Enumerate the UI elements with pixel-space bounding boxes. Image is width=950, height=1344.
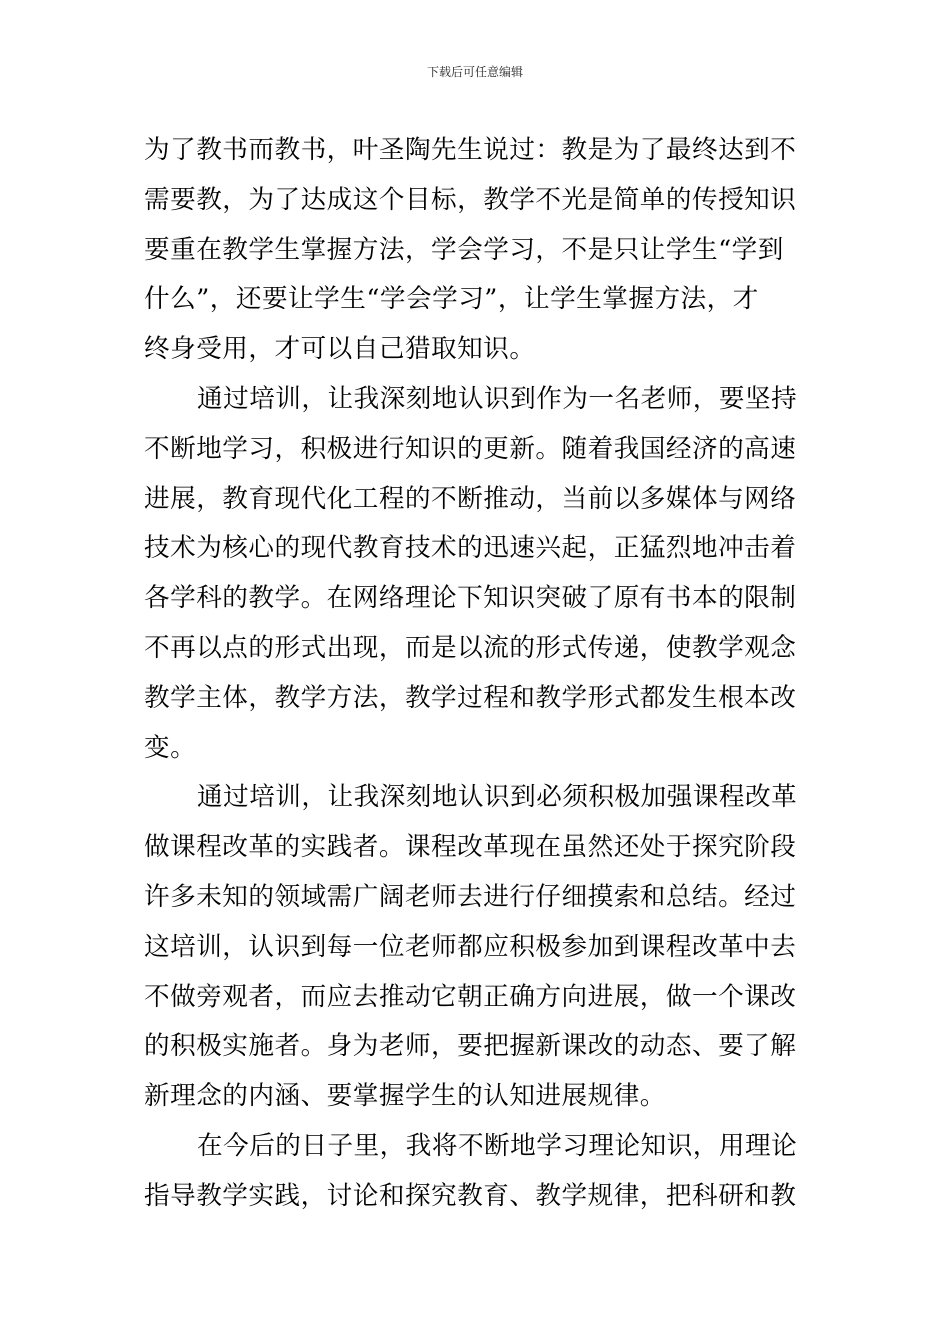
paragraph-3	[144, 773, 806, 1122]
text-line: 的积极实施者。身为老师，要把握新课改的动态、要了解	[144, 1031, 797, 1062]
text-line: 终身受用，才可以自己猎取知识。	[144, 334, 536, 365]
text-line: 不再以点的形式出现，而是以流的形式传递，使教学观念	[144, 632, 797, 663]
text-line: 许多未知的领域需广阔老师去进行仔细摸索和总结。经过	[144, 881, 797, 912]
paragraph-1	[144, 126, 806, 375]
text-line: 通过培训，让我深刻地认识到必须积极加强课程改革	[197, 782, 798, 813]
text-line: 不断地学习，积极进行知识的更新。随着我国经济的高速	[144, 433, 797, 464]
document-body	[144, 126, 806, 1222]
text-line: 指导教学实践，讨论和探究教育、教学规律，把科研和教	[144, 1180, 797, 1211]
paragraph-2	[144, 375, 806, 773]
text-line: 不做旁观者，而应去推动它朝正确方向进展，做一个课改	[144, 981, 797, 1012]
text-line: 技术为核心的现代教育技术的迅速兴起，正猛烈地冲击着	[144, 533, 797, 564]
text-line: 需要教，为了达成这个目标，教学不光是简单的传授知识	[144, 184, 797, 215]
text-line: 通过培训，让我深刻地认识到作为一名老师，要坚持	[197, 383, 798, 414]
text-line: 这培训，认识到每一位老师都应积极参加到课程改革中去	[144, 931, 797, 962]
page-header: 下载后可任意编辑	[426, 65, 523, 79]
text-line: 在今后的日子里，我将不断地学习理论知识，用理论	[197, 1130, 798, 1161]
text-line: 教学主体，教学方法，教学过程和教学形式都发生根本改	[144, 682, 797, 713]
paragraph-4	[144, 1122, 806, 1222]
text-line: 新理念的内涵、要掌握学生的认知进展规律。	[144, 1081, 666, 1112]
text-line: 变。	[144, 732, 197, 763]
text-line: 什么”，还要让学生“学会学习”，让学生掌握方法，才	[144, 284, 759, 315]
text-line: 要重在教学生掌握方法，学会学习，不是只让学生“学到	[144, 234, 784, 265]
text-line: 各学科的教学。在网络理论下知识突破了原有书本的限制	[144, 583, 797, 614]
text-line: 做课程改革的实践者。课程改革现在虽然还处于探究阶段	[144, 832, 797, 863]
text-line: 进展，教育现代化工程的不断推动，当前以多媒体与网络	[144, 483, 797, 514]
text-line: 为了教书而教书，叶圣陶先生说过：教是为了最终达到不	[144, 135, 797, 165]
